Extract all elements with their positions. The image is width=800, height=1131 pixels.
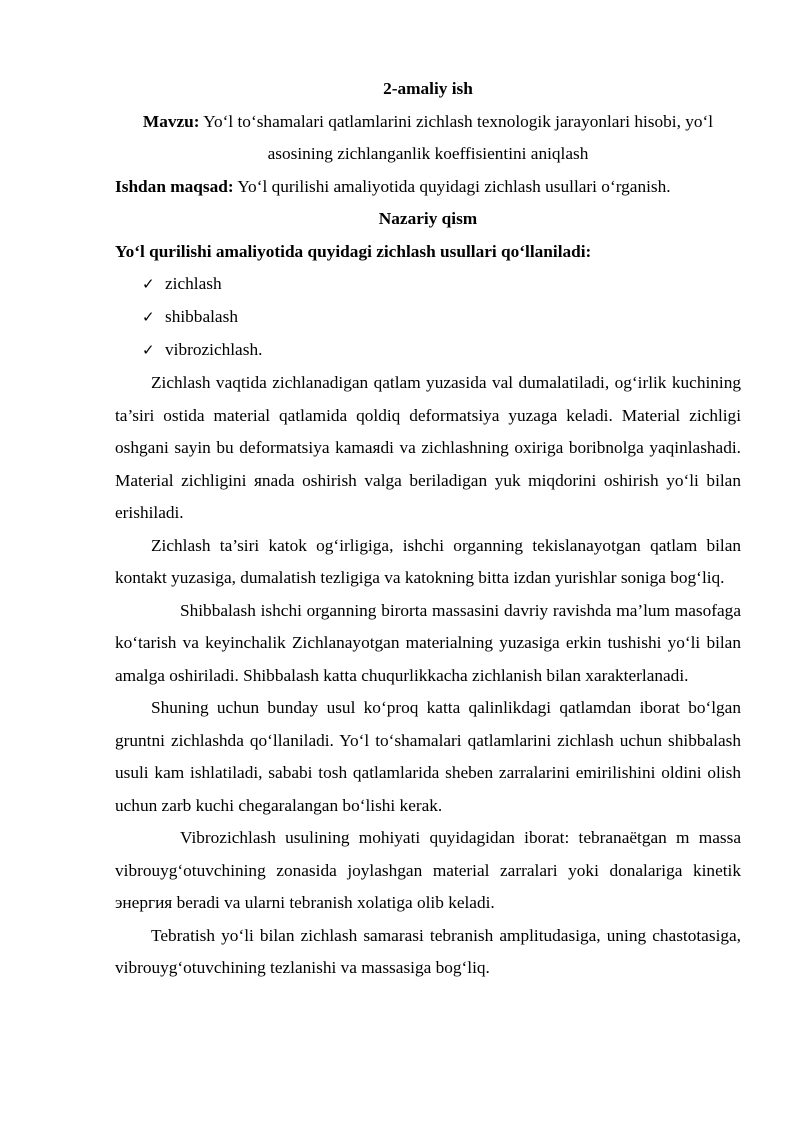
list-item-label: zichlash: [165, 274, 222, 294]
paragraph-rolling: Zichlash vaqtida zichlanadigan qatlam yuzasida val dumalatiladi, og‘irlik kuchining ta’siri ostida material qatlamida qoldiq deformatsiya yuzaga keladi. Material zichligi oshgani sayin bu deformatsiya kamaяdi va zichlashning oxiriga boribnolga yaqinlashadi. Material zichligini яnada oshirish valga beriladigan yuk miqdorini oshirish yo‘li bilan erishiladi.: [115, 373, 741, 522]
aim-line: [115, 171, 741, 204]
subject-text: Yo‘l to‘shamalari qatlamlarini zichlash texnologik jarayonlari hisobi, yo‘l asosining zichlanganlik koeffisientini aniqlash: [203, 111, 714, 163]
section-title: Nazariy qism: [378, 209, 478, 228]
paragraph-vibration-factors: Tebratish yo‘li bilan zichlash samarasi tebranish amplitudasiga, uning chastotasiga, vibrouyg‘otuvchining tezlanishi va massasiga bog‘liq.: [115, 925, 741, 977]
list-item-label: shibbalash: [165, 307, 238, 327]
aim-label: Ishdan maqsad:: [115, 176, 234, 196]
list-heading: Yo‘l qurilishi amaliyotida quyidagi zichlash usullari qo‘llaniladi:: [115, 241, 592, 261]
document-title: 2-amaliy ish: [383, 79, 473, 98]
aim-text: Yo‘l qurilishi amaliyotida quyidagi zichlash usullari o‘rganish.: [237, 176, 671, 196]
paragraph-vibration: Vibrozichlash usulining mohiyati quyidagidan iborat: tebranaёtgan m massa vibrouyg‘otuvchining zonasida joylashgan material zarralari yoki donalariga kinetik энергия beradi va ularni tebranish xolatiga olib keladi.: [115, 828, 741, 912]
document-page: [115, 73, 741, 985]
list-item-label: vibrozichlash.: [165, 340, 263, 360]
subject-label: Mavzu:: [142, 111, 200, 131]
checkmark-icon: ✓: [142, 275, 155, 294]
checkmark-icon: ✓: [142, 341, 155, 360]
checkmark-icon: ✓: [142, 308, 155, 327]
list-item: [142, 268, 741, 301]
paragraph-rolling-factors: Zichlash ta’siri katok og‘irligiga, ishchi organning tekislanayotgan qatlam bilan kontakt yuzasiga, dumalatish tezligiga va katokning bitta izdan yurishlar soniga bog‘liq.: [115, 535, 741, 587]
subject-line: [115, 106, 741, 171]
paragraph-tamping: Shibbalash ishchi organning birorta massasini davriy ravishda ma’lum masofaga ko‘tarish va keyinchalik Zichlanayotgan materialning yuzasiga erkin tushishi yo‘li bilan amalga oshiriladi. Shibbalash katta chuqurlikkacha zichlanish bilan xarakterlanadi.: [115, 600, 741, 685]
list-item: [142, 301, 741, 334]
list-item: [142, 334, 741, 367]
methods-list: [115, 268, 741, 367]
paragraph-tamping-usage: Shuning uchun bunday usul ko‘proq katta qalinlikdagi qatlamdan iborat bo‘lgan gruntni zichlashda qo‘llaniladi. Yo‘l to‘shamalari qatlamlarini zichlash uchun shibbalash usuli kam ishlatiladi, sababi tosh qatlamlarida sheben zarralarini emirilishini oldini olish uchun zarb kuchi chegaralangan bo‘lishi kerak.: [115, 698, 741, 815]
